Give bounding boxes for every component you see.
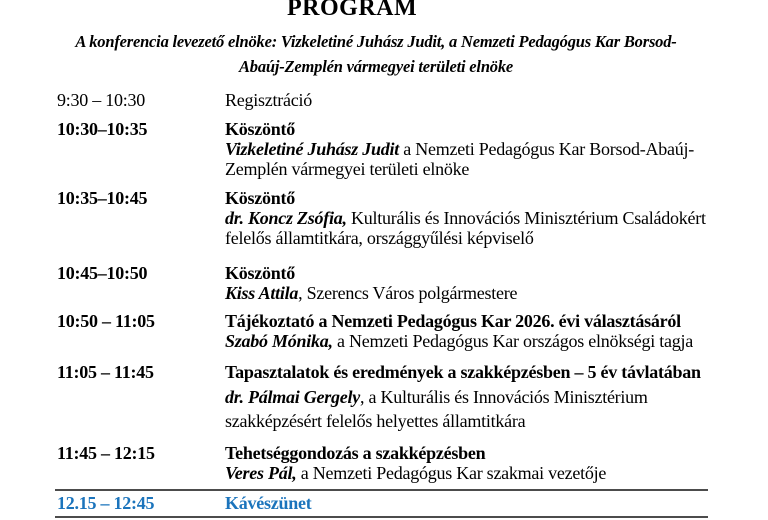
speaker-role: a Nemzeti Pedagógus Kar országos elnökségi tagja: [332, 331, 693, 351]
description-cell: [225, 493, 312, 513]
time-cell: 10:30–10:35: [57, 119, 148, 139]
speaker-role: a Nemzeti Pedagógus Kar Borsod-Abaúj-: [399, 139, 694, 159]
schedule-row-vocational-talk: [0, 360, 768, 434]
schedule-row-registration: [0, 90, 768, 110]
schedule-row-greeting-3: [0, 263, 768, 303]
speaker-name: Veres Pál,: [225, 463, 297, 483]
speaker-role: a Nemzeti Pedagógus Kar szakmai vezetője: [296, 463, 607, 483]
description-cell: [225, 443, 606, 483]
speaker-name: Kiss Attila: [225, 283, 299, 303]
description-cell: [225, 119, 694, 179]
divider-rule-top: [55, 489, 708, 491]
description-cell: [225, 311, 693, 351]
time-cell: 12.15 – 12:45: [57, 493, 155, 513]
speaker-name: Vizkeletiné Juhász Judit: [225, 139, 400, 159]
speaker-role-continued: szakképzésért felelős helyettes államtitkára: [225, 411, 526, 431]
speaker-name: dr. Koncz Zsófia,: [225, 208, 347, 228]
schedule-row-coffee-break: [0, 493, 768, 513]
chair-note-line-1: A konferencia levezető elnöke: Vizkeletiné Juhász Judit, a Nemzeti Pedagógus Kar Borsod-: [75, 32, 677, 51]
speaker-role: Kulturális és Innovációs Minisztérium Családokért: [346, 208, 706, 228]
speaker-name: dr. Pálmai Gergely: [225, 386, 360, 407]
session-title: Köszöntő: [225, 188, 295, 208]
speaker-role: , Szerencs Város polgármestere: [298, 283, 518, 303]
schedule-row-talent-talk: [0, 443, 768, 483]
conference-chair-note: [0, 30, 752, 79]
description-cell: [225, 188, 706, 248]
description-cell: [225, 90, 312, 110]
speaker-role: , a Kulturális és Innovációs Minisztérium: [359, 386, 648, 407]
session-title: Köszöntő: [225, 119, 295, 139]
page-title: PROGRAM: [287, 0, 418, 21]
time-cell: 10:45–10:50: [57, 263, 148, 283]
time-cell: 11:45 – 12:15: [57, 443, 155, 463]
description-cell: [225, 360, 701, 434]
speaker-role-continued: felelős államtitkára, országgyűlési képviselő: [225, 228, 534, 248]
time-cell: 10:35–10:45: [57, 188, 148, 208]
session-title: Regisztráció: [225, 90, 312, 110]
session-title: Tehetséggondozás a szakképzésben: [225, 443, 486, 463]
schedule-row-briefing: [0, 311, 768, 351]
time-cell: 11:05 – 11:45: [57, 362, 154, 382]
schedule-row-greeting-2: [0, 188, 768, 248]
chair-note-line-2: Abaúj-Zemplén vármegyei területi elnöke: [238, 56, 514, 76]
description-cell: [225, 263, 517, 303]
speaker-role-continued: Zemplén vármegyei területi elnöke: [225, 159, 470, 179]
schedule-row-greeting-1: [0, 119, 768, 179]
session-title: Kávészünet: [225, 493, 312, 513]
session-title: Köszöntő: [225, 263, 295, 283]
speaker-name: Szabó Mónika,: [225, 331, 333, 351]
time-cell: 10:50 – 11:05: [57, 311, 155, 331]
session-title: Tájékoztató a Nemzeti Pedagógus Kar 2026. évi választásáról: [225, 311, 681, 331]
session-title: Tapasztalatok és eredmények a szakképzésben – 5 év távlatában: [225, 362, 701, 382]
divider-rule-bottom: [55, 516, 708, 518]
time-cell: 9:30 – 10:30: [57, 90, 146, 110]
